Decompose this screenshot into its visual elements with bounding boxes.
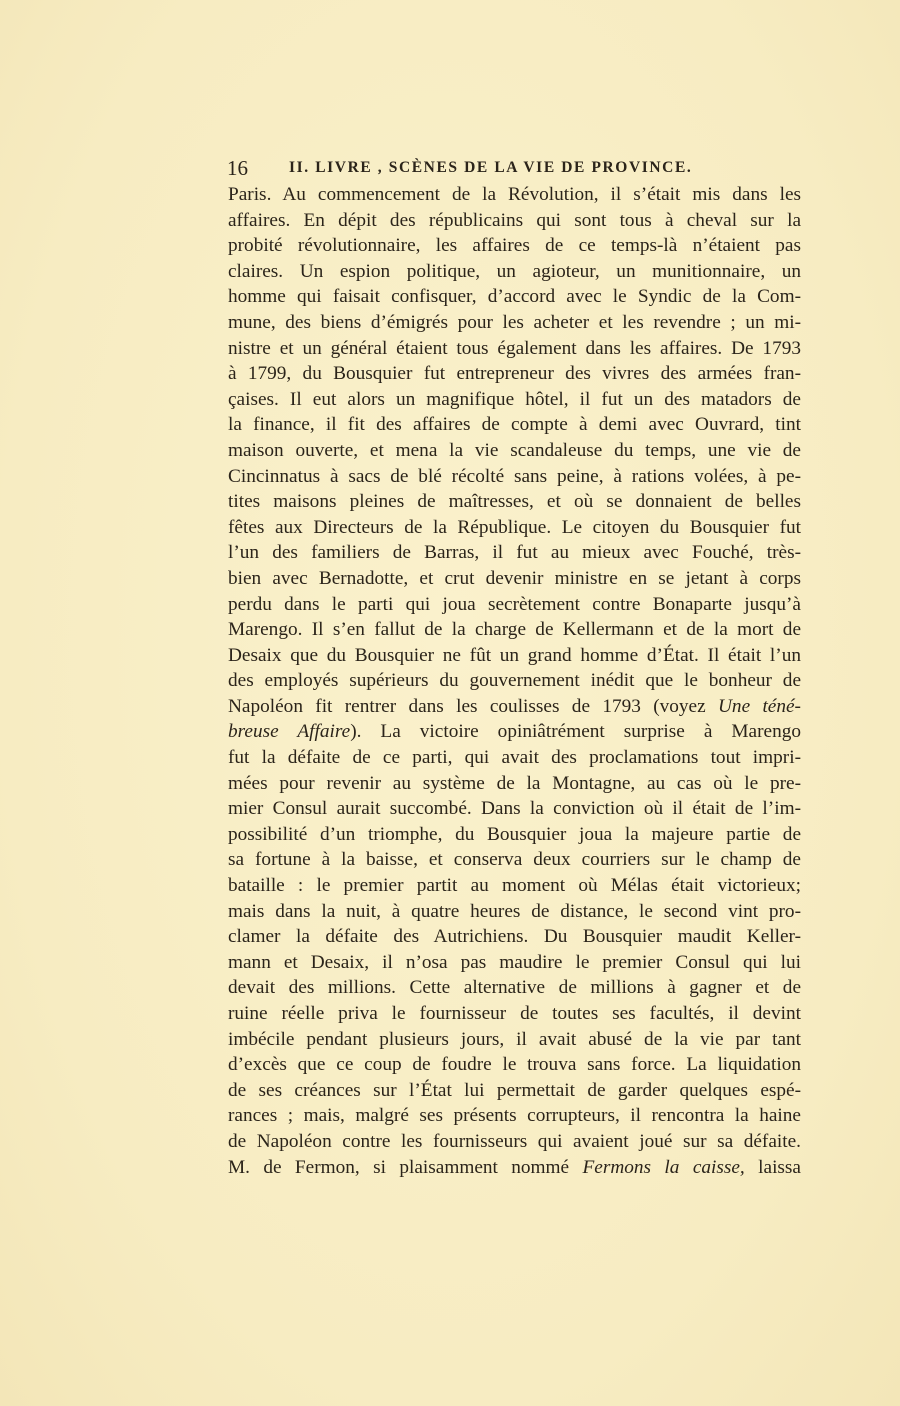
line-text: çaises. Il eut alors un magnifique hôtel, il fut un des matadors de — [228, 388, 801, 410]
line-text: de Napoléon contre les fournisseurs qui avaient joué sur sa défaite. — [228, 1130, 801, 1152]
text-line — [228, 796, 801, 822]
text-line — [228, 771, 801, 797]
text-line — [228, 182, 801, 208]
italic-title: Fermons la caisse, — [582, 1156, 745, 1178]
line-text: de ses créances sur l’État lui permettait de garder quelques espé- — [228, 1079, 801, 1101]
line-text: sa fortune à la baisse, et conserva deux courriers sur le champ de — [228, 849, 801, 871]
line-text: d’excès que ce coup de foudre le trouva sans force. La liquidation — [228, 1054, 801, 1076]
text-line — [228, 1078, 801, 1104]
line-text: devait des millions. Cette alternative de millions à gagner et de — [228, 977, 801, 999]
text-line — [228, 336, 801, 362]
italic-title: Une téné- — [718, 695, 801, 717]
line-text: Cincinnatus à sacs de blé récolté sans peine, à rations volées, à pe- — [228, 465, 801, 487]
line-text: fut la défaite de ce parti, qui avait des proclamations tout impri- — [228, 747, 801, 769]
text-line — [228, 1103, 801, 1129]
text-line — [228, 719, 801, 745]
line-text: clamer la défaite des Autrichiens. Du Bousquier maudit Keller- — [228, 926, 801, 948]
line-text: des employés supérieurs du gouvernement inédit que le bonheur de — [228, 670, 801, 692]
text-line — [228, 950, 801, 976]
text-line — [228, 617, 801, 643]
text-line — [228, 668, 801, 694]
line-text: Marengo. Il s’en fallut de la charge de Kellermann et de la mort de — [228, 619, 801, 641]
text-line — [228, 592, 801, 618]
line-text: bataille : le premier partit au moment où Mélas était victorieux; — [228, 875, 801, 897]
line-text: ). La victoire opiniâtrément surprise à Marengo — [350, 721, 801, 743]
line-text: rances ; mais, malgré ses présents corrupteurs, il rencontra la haine — [228, 1105, 801, 1127]
line-text: claires. Un espion politique, un agioteur, un munitionnaire, un — [228, 260, 801, 282]
text-line — [228, 540, 801, 566]
text-line — [228, 438, 801, 464]
line-text: homme qui faisait confisquer, d’accord avec le Syndic de la Com- — [228, 286, 801, 308]
line-text: maison ouverte, et mena la vie scandaleuse du temps, une vie de — [228, 439, 801, 461]
text-line — [228, 975, 801, 1001]
line-text: tites maisons pleines de maîtresses, et où se donnaient de belles — [228, 491, 801, 513]
text-line — [228, 847, 801, 873]
line-text: à 1799, du Bousquier fut entrepreneur des vivres des armées fran- — [228, 363, 801, 385]
line-text: nistre et un général étaient tous également dans les affaires. De 1793 — [228, 337, 801, 359]
line-text: mune, des biens d’émigrés pour les acheter et les revendre ; un mi- — [228, 311, 801, 333]
text-line — [228, 1155, 801, 1181]
line-text: M. de Fermon, si plaisamment nommé — [228, 1156, 583, 1178]
page-header — [227, 156, 807, 182]
line-text: mier Consul aurait succombé. Dans la conviction où il était de l’im- — [228, 798, 801, 820]
running-title: II. LIVRE , SCÈNES DE LA VIE DE PROVINCE. — [289, 159, 693, 176]
text-line — [228, 1129, 801, 1155]
text-line — [228, 873, 801, 899]
line-text: Napoléon fit rentrer dans les coulisses de 1793 (voyez — [228, 695, 718, 717]
line-text: Desaix que du Bousquier ne fût un grand homme d’État. Il était l’un — [228, 644, 801, 666]
text-line — [228, 489, 801, 515]
text-line — [228, 899, 801, 925]
line-text: la finance, il fit des affaires de compte à demi avec Ouvrard, tint — [228, 414, 801, 436]
line-text: Paris. Au commencement de la Révolution, il s’était mis dans les — [228, 184, 801, 205]
line-text: mann et Desaix, il n’osa pas maudire le premier Consul qui lui — [228, 951, 801, 973]
line-text: l’un des familiers de Barras, il fut au mieux avec Fouché, très- — [228, 542, 801, 564]
text-line — [228, 233, 801, 259]
text-line — [228, 259, 801, 285]
line-text: mées pour revenir au système de la Montagne, au cas où le pre- — [228, 772, 801, 794]
italic-title: breuse Affaire — [228, 721, 351, 743]
text-line — [228, 464, 801, 490]
text-line — [228, 822, 801, 848]
text-line — [228, 1027, 801, 1053]
line-text: mais dans la nuit, à quatre heures de distance, le second vint pro- — [228, 900, 801, 922]
line-text: perdu dans le parti qui joua secrètement contre Bonaparte jusqu’à — [228, 593, 801, 615]
text-line — [228, 1001, 801, 1027]
line-text: fêtes aux Directeurs de la République. Le citoyen du Bousquier fut — [228, 516, 801, 538]
text-line — [228, 643, 801, 669]
line-text: bien avec Bernadotte, et crut devenir ministre en se jetant à corps — [228, 567, 801, 589]
line-text: affaires. En dépit des républicains qui sont tous à cheval sur la — [228, 209, 801, 231]
text-line — [228, 745, 801, 771]
text-line — [228, 310, 801, 336]
text-line — [228, 387, 801, 413]
text-line — [228, 284, 801, 310]
line-text: possibilité d’un triomphe, du Bousquier joua la majeure partie de — [228, 823, 801, 845]
page-number: 16 — [227, 156, 248, 180]
line-text: probité révolutionnaire, les affaires de ce temps-là n’étaient pas — [228, 235, 801, 257]
body-text — [228, 182, 801, 1180]
text-line — [228, 412, 801, 438]
text-line — [228, 208, 801, 234]
line-text: laissa — [744, 1156, 801, 1178]
text-line — [228, 361, 801, 387]
text-line — [228, 924, 801, 950]
text-line — [228, 515, 801, 541]
text-line — [228, 1052, 801, 1078]
line-text: imbécile pendant plusieurs jours, il avait abusé de la vie par tant — [228, 1028, 801, 1050]
text-line — [228, 566, 801, 592]
text-line — [228, 694, 801, 720]
line-text: ruine réelle priva le fournisseur de toutes ses facultés, il devint — [228, 1003, 801, 1024]
